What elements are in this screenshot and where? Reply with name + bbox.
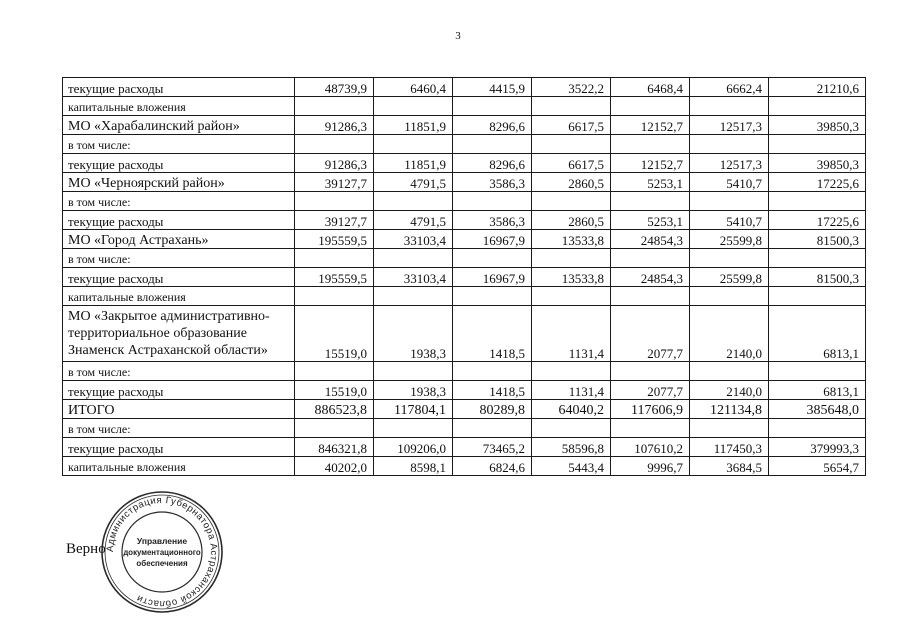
- table-row: [63, 438, 866, 457]
- row-label: текущие расходы: [63, 154, 295, 173]
- value-cell: [690, 97, 769, 116]
- table-row: [63, 362, 866, 381]
- value-cell: [690, 192, 769, 211]
- value-cell: 48739,9: [295, 78, 374, 97]
- value-cell: 8598,1: [374, 457, 453, 476]
- value-cell: [453, 362, 532, 381]
- value-cell: [453, 287, 532, 306]
- value-cell: 1418,5: [453, 381, 532, 400]
- value-cell: [374, 97, 453, 116]
- value-cell: 9996,7: [611, 457, 690, 476]
- value-cell: 1938,3: [374, 306, 453, 362]
- table-row: [63, 419, 866, 438]
- table-row: [63, 173, 866, 192]
- value-cell: 379993,3: [769, 438, 866, 457]
- row-label: капитальные вложения: [63, 457, 295, 476]
- value-cell: [769, 249, 866, 268]
- value-cell: [769, 135, 866, 154]
- value-cell: [532, 135, 611, 154]
- value-cell: 117450,3: [690, 438, 769, 457]
- value-cell: 1418,5: [453, 306, 532, 362]
- value-cell: 4791,5: [374, 211, 453, 230]
- value-cell: [611, 249, 690, 268]
- value-cell: 5443,4: [532, 457, 611, 476]
- value-cell: 17225,6: [769, 211, 866, 230]
- value-cell: 5410,7: [690, 211, 769, 230]
- value-cell: [611, 287, 690, 306]
- row-label: МО «Черноярский район»: [63, 173, 295, 192]
- row-label: текущие расходы: [63, 78, 295, 97]
- value-cell: 15519,0: [295, 306, 374, 362]
- value-cell: 886523,8: [295, 400, 374, 419]
- seal-outer-text: Администрация Губернатора Астраханской области: [104, 494, 220, 610]
- value-cell: [690, 419, 769, 438]
- table-row: [63, 287, 866, 306]
- value-cell: 8296,6: [453, 116, 532, 135]
- row-label: текущие расходы: [63, 211, 295, 230]
- value-cell: 25599,8: [690, 230, 769, 249]
- value-cell: 73465,2: [453, 438, 532, 457]
- value-cell: 117606,9: [611, 400, 690, 419]
- value-cell: 39850,3: [769, 116, 866, 135]
- value-cell: [295, 362, 374, 381]
- budget-table: [62, 77, 866, 476]
- value-cell: [453, 192, 532, 211]
- seal-stamp: [100, 490, 224, 614]
- row-label: в том числе:: [63, 249, 295, 268]
- value-cell: [453, 419, 532, 438]
- value-cell: [769, 419, 866, 438]
- value-cell: [295, 97, 374, 116]
- table-row: [63, 135, 866, 154]
- value-cell: 5253,1: [611, 173, 690, 192]
- value-cell: [453, 249, 532, 268]
- value-cell: 80289,8: [453, 400, 532, 419]
- value-cell: [532, 362, 611, 381]
- value-cell: 2140,0: [690, 306, 769, 362]
- value-cell: 39850,3: [769, 154, 866, 173]
- value-cell: 6813,1: [769, 306, 866, 362]
- value-cell: 6617,5: [532, 116, 611, 135]
- value-cell: 11851,9: [374, 154, 453, 173]
- value-cell: [374, 419, 453, 438]
- value-cell: 1938,3: [374, 381, 453, 400]
- value-cell: 58596,8: [532, 438, 611, 457]
- value-cell: [690, 362, 769, 381]
- value-cell: 12517,3: [690, 154, 769, 173]
- value-cell: 17225,6: [769, 173, 866, 192]
- svg-text:документационного: документационного: [123, 548, 201, 557]
- value-cell: 121134,8: [690, 400, 769, 419]
- value-cell: [295, 287, 374, 306]
- row-label: МО «Харабалинский район»: [63, 116, 295, 135]
- value-cell: 91286,3: [295, 116, 374, 135]
- value-cell: [453, 135, 532, 154]
- value-cell: 8296,6: [453, 154, 532, 173]
- table-row: [63, 381, 866, 400]
- value-cell: 1131,4: [532, 381, 611, 400]
- value-cell: [374, 249, 453, 268]
- value-cell: [690, 249, 769, 268]
- value-cell: 2077,7: [611, 306, 690, 362]
- value-cell: 5253,1: [611, 211, 690, 230]
- value-cell: 109206,0: [374, 438, 453, 457]
- value-cell: 39127,7: [295, 211, 374, 230]
- value-cell: 1131,4: [532, 306, 611, 362]
- value-cell: [532, 287, 611, 306]
- value-cell: [769, 287, 866, 306]
- row-label: в том числе:: [63, 419, 295, 438]
- budget-table-body: [63, 78, 866, 476]
- value-cell: [611, 192, 690, 211]
- row-label: в том числе:: [63, 135, 295, 154]
- value-cell: 12152,7: [611, 154, 690, 173]
- value-cell: 21210,6: [769, 78, 866, 97]
- value-cell: 5410,7: [690, 173, 769, 192]
- value-cell: 117804,1: [374, 400, 453, 419]
- value-cell: [611, 419, 690, 438]
- value-cell: [374, 287, 453, 306]
- row-label: капитальные вложения: [63, 97, 295, 116]
- value-cell: [690, 287, 769, 306]
- table-row: [63, 211, 866, 230]
- value-cell: 33103,4: [374, 230, 453, 249]
- value-cell: 3684,5: [690, 457, 769, 476]
- value-cell: 24854,3: [611, 268, 690, 287]
- row-label: текущие расходы: [63, 438, 295, 457]
- value-cell: 40202,0: [295, 457, 374, 476]
- value-cell: 11851,9: [374, 116, 453, 135]
- value-cell: 12152,7: [611, 116, 690, 135]
- table-row: [63, 192, 866, 211]
- value-cell: [295, 249, 374, 268]
- value-cell: [532, 419, 611, 438]
- value-cell: [532, 192, 611, 211]
- row-label: ИТОГО: [63, 400, 295, 419]
- value-cell: 16967,9: [453, 230, 532, 249]
- value-cell: 3586,3: [453, 173, 532, 192]
- value-cell: 12517,3: [690, 116, 769, 135]
- value-cell: 4415,9: [453, 78, 532, 97]
- value-cell: 5654,7: [769, 457, 866, 476]
- value-cell: [295, 192, 374, 211]
- value-cell: 2860,5: [532, 173, 611, 192]
- value-cell: 2860,5: [532, 211, 611, 230]
- row-label: текущие расходы: [63, 381, 295, 400]
- value-cell: 64040,2: [532, 400, 611, 419]
- row-label: МО «Город Астрахань»: [63, 230, 295, 249]
- value-cell: 25599,8: [690, 268, 769, 287]
- value-cell: [532, 249, 611, 268]
- value-cell: 6468,4: [611, 78, 690, 97]
- row-label: в том числе:: [63, 192, 295, 211]
- value-cell: 195559,5: [295, 268, 374, 287]
- value-cell: [532, 97, 611, 116]
- value-cell: 846321,8: [295, 438, 374, 457]
- value-cell: [690, 135, 769, 154]
- value-cell: 385648,0: [769, 400, 866, 419]
- table-row: [63, 268, 866, 287]
- value-cell: [769, 192, 866, 211]
- value-cell: [453, 97, 532, 116]
- value-cell: 6662,4: [690, 78, 769, 97]
- table-row: [63, 230, 866, 249]
- value-cell: [295, 419, 374, 438]
- value-cell: [295, 135, 374, 154]
- value-cell: 33103,4: [374, 268, 453, 287]
- value-cell: 195559,5: [295, 230, 374, 249]
- value-cell: 6813,1: [769, 381, 866, 400]
- value-cell: 6824,6: [453, 457, 532, 476]
- value-cell: 2140,0: [690, 381, 769, 400]
- value-cell: 24854,3: [611, 230, 690, 249]
- row-label: в том числе:: [63, 362, 295, 381]
- svg-text:обеспечения: обеспечения: [136, 559, 188, 568]
- row-label: текущие расходы: [63, 268, 295, 287]
- value-cell: [769, 362, 866, 381]
- value-cell: 15519,0: [295, 381, 374, 400]
- value-cell: 6617,5: [532, 154, 611, 173]
- value-cell: 91286,3: [295, 154, 374, 173]
- svg-text:Управление: Управление: [136, 536, 188, 546]
- value-cell: [611, 362, 690, 381]
- value-cell: 81500,3: [769, 268, 866, 287]
- page-number: 3: [455, 30, 461, 42]
- table-row: [63, 457, 866, 476]
- value-cell: 107610,2: [611, 438, 690, 457]
- table-row: [63, 154, 866, 173]
- value-cell: 3522,2: [532, 78, 611, 97]
- table-row: [63, 400, 866, 419]
- row-label: капитальные вложения: [63, 287, 295, 306]
- value-cell: 3586,3: [453, 211, 532, 230]
- table-row: [63, 116, 866, 135]
- value-cell: 2077,7: [611, 381, 690, 400]
- verno-label: Верно: [66, 541, 106, 557]
- value-cell: [374, 192, 453, 211]
- row-label: МО «Закрытое административно-территориальное образование Знаменск Астраханской области»: [63, 306, 295, 362]
- table-row: [63, 306, 866, 362]
- value-cell: [374, 135, 453, 154]
- value-cell: [769, 97, 866, 116]
- value-cell: [611, 135, 690, 154]
- table-row: [63, 78, 866, 97]
- value-cell: 13533,8: [532, 230, 611, 249]
- table-row: [63, 97, 866, 116]
- value-cell: 4791,5: [374, 173, 453, 192]
- value-cell: 13533,8: [532, 268, 611, 287]
- value-cell: 81500,3: [769, 230, 866, 249]
- value-cell: 39127,7: [295, 173, 374, 192]
- value-cell: [611, 97, 690, 116]
- table-row: [63, 249, 866, 268]
- value-cell: 16967,9: [453, 268, 532, 287]
- value-cell: 6460,4: [374, 78, 453, 97]
- value-cell: [374, 362, 453, 381]
